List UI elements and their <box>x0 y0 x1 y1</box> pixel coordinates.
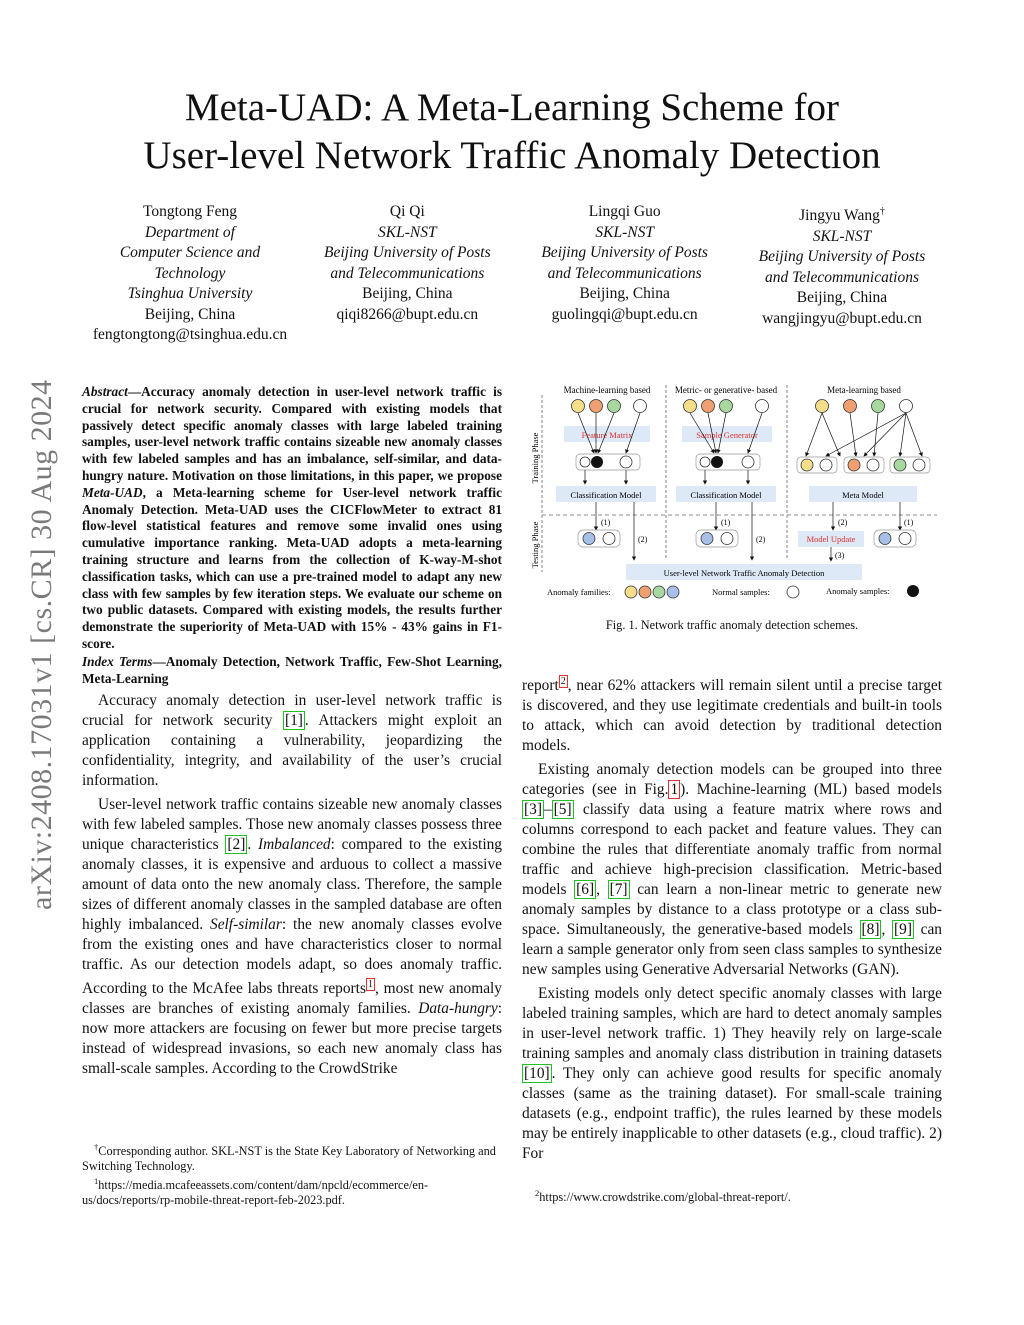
svg-text:(1): (1) <box>601 518 611 527</box>
author-1 <box>92 202 288 346</box>
paper-title <box>0 84 1024 180</box>
author-4 <box>744 202 940 346</box>
footnotes-left <box>82 1140 502 1208</box>
author-location: Beijing, China <box>362 285 453 302</box>
legend-families-label: Anomaly families: <box>547 587 611 597</box>
classification-model-label: Classification Model <box>570 490 642 500</box>
author-name: Qi Qi <box>389 203 425 220</box>
citation-link[interactable]: [3] <box>524 801 542 819</box>
citation-link[interactable]: [5] <box>553 801 572 819</box>
svg-text:(2): (2) <box>838 518 848 527</box>
figure-1 <box>522 380 942 605</box>
citation-link[interactable]: [9] <box>894 921 912 939</box>
author-location: Beijing, China <box>144 305 236 323</box>
author-email[interactable]: guolingqi@bupt.edu.cn <box>551 305 698 323</box>
detection-label: User-level Network Traffic Anomaly Detection <box>663 568 825 578</box>
author-affiliation: SKL-NST <box>595 223 654 241</box>
author-email[interactable]: wangjingyu@bupt.edu.cn <box>762 309 922 327</box>
anomaly-family-node <box>572 400 585 413</box>
col2-title: Metric- or generative- based <box>674 385 778 395</box>
author-affiliation: Beijing University of Posts <box>758 248 926 266</box>
author-affiliation: Tsinghua University <box>127 285 253 302</box>
citation-link[interactable]: [1] <box>284 712 303 730</box>
body-paragraph-continued: report $^2$ , near 62% attackers will remain silent until a precise target is discovered, and they use legitimate credentials and built-in tools to attack, which can avoid detection by traditional detection models. <box>522 676 942 755</box>
footnotes-right <box>535 1186 955 1205</box>
svg-text:(1): (1) <box>721 518 731 527</box>
arxiv-identifier: arXiv:2408.17031v1 [cs.CR] 30 Aug 2024 <box>25 379 58 911</box>
author-affiliation: Department of <box>145 223 235 241</box>
author-affiliation: Computer Science and Technology <box>119 244 261 282</box>
footnote-link[interactable]: 2 <box>560 676 566 687</box>
figure-link[interactable]: 1 <box>670 781 679 799</box>
anomaly-family-node <box>590 400 603 413</box>
meta-model-label: Meta Model <box>842 490 884 500</box>
body-paragraph-limitations: Existing models only detect specific anomaly classes with large labeled training samples, which are hard to detect anomaly samples in user-level network traffic. 1) They heavily rely on large-scale training samples and anomaly class distribution in training datasets [10] . They only can achieve good results for specific anomaly classes (same as the training dataset). For small-scale training datasets (e.g., endpoint traffic), the rules learned by these models may be entirely inapplicable to other datasets (e.g., cloud traffic). 2) For <box>522 985 942 1163</box>
model-update-label: Model Update <box>806 534 856 544</box>
citation-link[interactable]: [10] <box>524 1065 550 1083</box>
col3-title: Meta-learning based <box>827 385 901 395</box>
anomaly-family-node <box>608 400 621 413</box>
footnote-link[interactable]: 1 <box>367 979 373 991</box>
citation-link[interactable]: [8] <box>861 921 880 939</box>
author-name: Tongtong Feng <box>142 203 238 220</box>
author-2 <box>309 202 505 346</box>
body-paragraph-categories: Existing anomaly detection models can be grouped into three categories (see in Fig. 1 ). Machine-learning (ML) based models [3] – [5] classify data using a feature matrix where rows and columns correspond to each packet and feature values. They can combine the rules that differentiate anomaly traffic from normal traffic and achieve high-precision classification. Metric-based models [6] , [7] can learn a non-linear metric to generate new anomaly samples by distance to a class prototype or a class sub-space. Simultaneously, the generative-based models [8] , [9] can learn a sample generator only from seen class samples to synthesize new samples using Generative Adversarial Networks (GAN). <box>522 761 943 979</box>
svg-text:(1): (1) <box>904 518 914 527</box>
footnote-2: $^2$https://www.crowdstrike.com/global-threat-report/. <box>535 1188 791 1205</box>
index-terms: Index Terms—Anomaly Detection, Network Traffic, Few-Shot Learning, Meta-Learning <box>82 653 502 686</box>
svg-text:(2): (2) <box>756 535 766 544</box>
classification-model-label: Classification Model <box>690 490 762 500</box>
abstract: Abstract—Accuracy anomaly detection in user-level network traffic is crucial for network security. Compared with existing models that passively detect specific anomaly classes with large labeled training samples, user-level network traffic contains sizeable new anomaly classes with few labeled samples and has an imbalance, self-similar, and data-hungry nature. Motivation on those limitations, in this paper, we propose Meta-UAD, a Meta-learning scheme for User-level network traffic Anomaly Detection. Meta-UAD uses the CICFlowMeter to extract 81 flow-level statistical features and remove some invalid ones using cumulative importance ranking. Meta-UAD adopts a meta-learning training structure and learns from the collection of K-way-M-shot classification tasks, which can use a pre-trained model to adapt any new class with few samples by few iteration steps. We evaluate our scheme on two public datasets. Compared with existing models, the results further demonstrate the superiority of Meta-UAD with 15% - 43% gains in F1-score. <box>82 384 502 651</box>
right-column <box>522 668 942 1164</box>
intro-paragraph-2: User-level network traffic contains sizeable new anomaly classes with few labeled samples. Those new anomaly classes possess three unique characteristics [2] . Imbalanced: compared to the existing anomaly classes, it is expensive and arduous to collect a massive amount of data onto the new anomaly class. Therefore, the sample sizes of different anomaly classes in the sampled database are often highly imbalanced. Self-similar: the new anomaly classes evolve from the existing ones and have characteristics closer to normal traffic. As our detection models adapt, so does anomaly traffic. According to the McAfee labs threats reports $^1$ , most new anomaly classes are branches of existing anomaly families. Data-hungry: now more attackers are focusing on fewer but more precise targets instead of widespread invasions, so each new anomaly class has small-scale samples. According to the CrowdStrike <box>82 796 503 1078</box>
author-block <box>92 202 940 346</box>
svg-text:(2): (2) <box>638 535 648 544</box>
citation-link[interactable]: [7] <box>609 881 628 899</box>
author-affiliation: and Telecommunications <box>547 264 702 282</box>
left-column <box>82 384 502 1079</box>
author-name: Jingyu Wang† <box>799 206 885 225</box>
training-phase-label: Training Phase <box>530 432 540 484</box>
svg-text:(3): (3) <box>835 551 845 560</box>
sample-generator-label: Sample Generator <box>696 430 758 440</box>
author-location: Beijing, China <box>579 285 670 302</box>
author-affiliation: and Telecommunications <box>764 268 919 286</box>
feature-matrix-label: Feature Matrix <box>581 430 633 440</box>
title-line-1: Meta-UAD: A Meta-Learning Scheme for <box>184 86 840 129</box>
author-affiliation: Beijing University of Posts <box>541 244 708 261</box>
author-email[interactable]: qiqi8266@bupt.edu.cn <box>336 305 479 323</box>
author-affiliation: SKL-NST <box>378 223 437 241</box>
author-3 <box>527 202 723 346</box>
schemes-diagram <box>522 380 942 605</box>
footnote-1: $^1$https://media.mcafeeassets.com/content/dam/npcld/ecommerce/en-us/docs/reports/rp-mobile-threat-report-feb-2023.pdf. <box>82 1176 429 1208</box>
col1-title: Machine-learning based <box>563 385 651 395</box>
author-location: Beijing, China <box>796 289 888 307</box>
legend-normal-label: Normal samples: <box>712 587 770 597</box>
author-affiliation: Beijing University of Posts <box>324 244 491 261</box>
intro-paragraph-1: Accuracy anomaly detection in user-level network traffic is crucial for network security [1] . Attackers might exploit an application containing a vulnerability, jeopardizing the confidentiality, integrity, and availability of the user’s crucial information. <box>82 692 503 790</box>
corresponding-mark: † <box>879 206 885 217</box>
author-affiliation: SKL-NST <box>812 227 872 245</box>
citation-link[interactable]: [6] <box>576 881 595 899</box>
testing-phase-label: Testing Phase <box>530 521 540 569</box>
title-line-2: User-level Network Traffic Anomaly Detection <box>143 134 881 177</box>
anomaly-sample-node <box>591 456 603 468</box>
author-name: Lingqi Guo <box>588 203 661 220</box>
legend-anomaly-label: Anomaly samples: <box>826 586 890 596</box>
normal-sample-node <box>634 400 647 413</box>
footnote-corresponding: †Corresponding author. SKL-NST is the State Key Laboratory of Networking and Switching Technology. <box>82 1142 496 1174</box>
author-email[interactable]: fengtongtong@tsinghua.edu.cn <box>92 326 288 343</box>
figure-caption: Fig. 1. Network traffic anomaly detection schemes. <box>605 618 859 632</box>
citation-link[interactable]: [2] <box>227 836 246 854</box>
author-affiliation: and Telecommunications <box>330 264 485 282</box>
